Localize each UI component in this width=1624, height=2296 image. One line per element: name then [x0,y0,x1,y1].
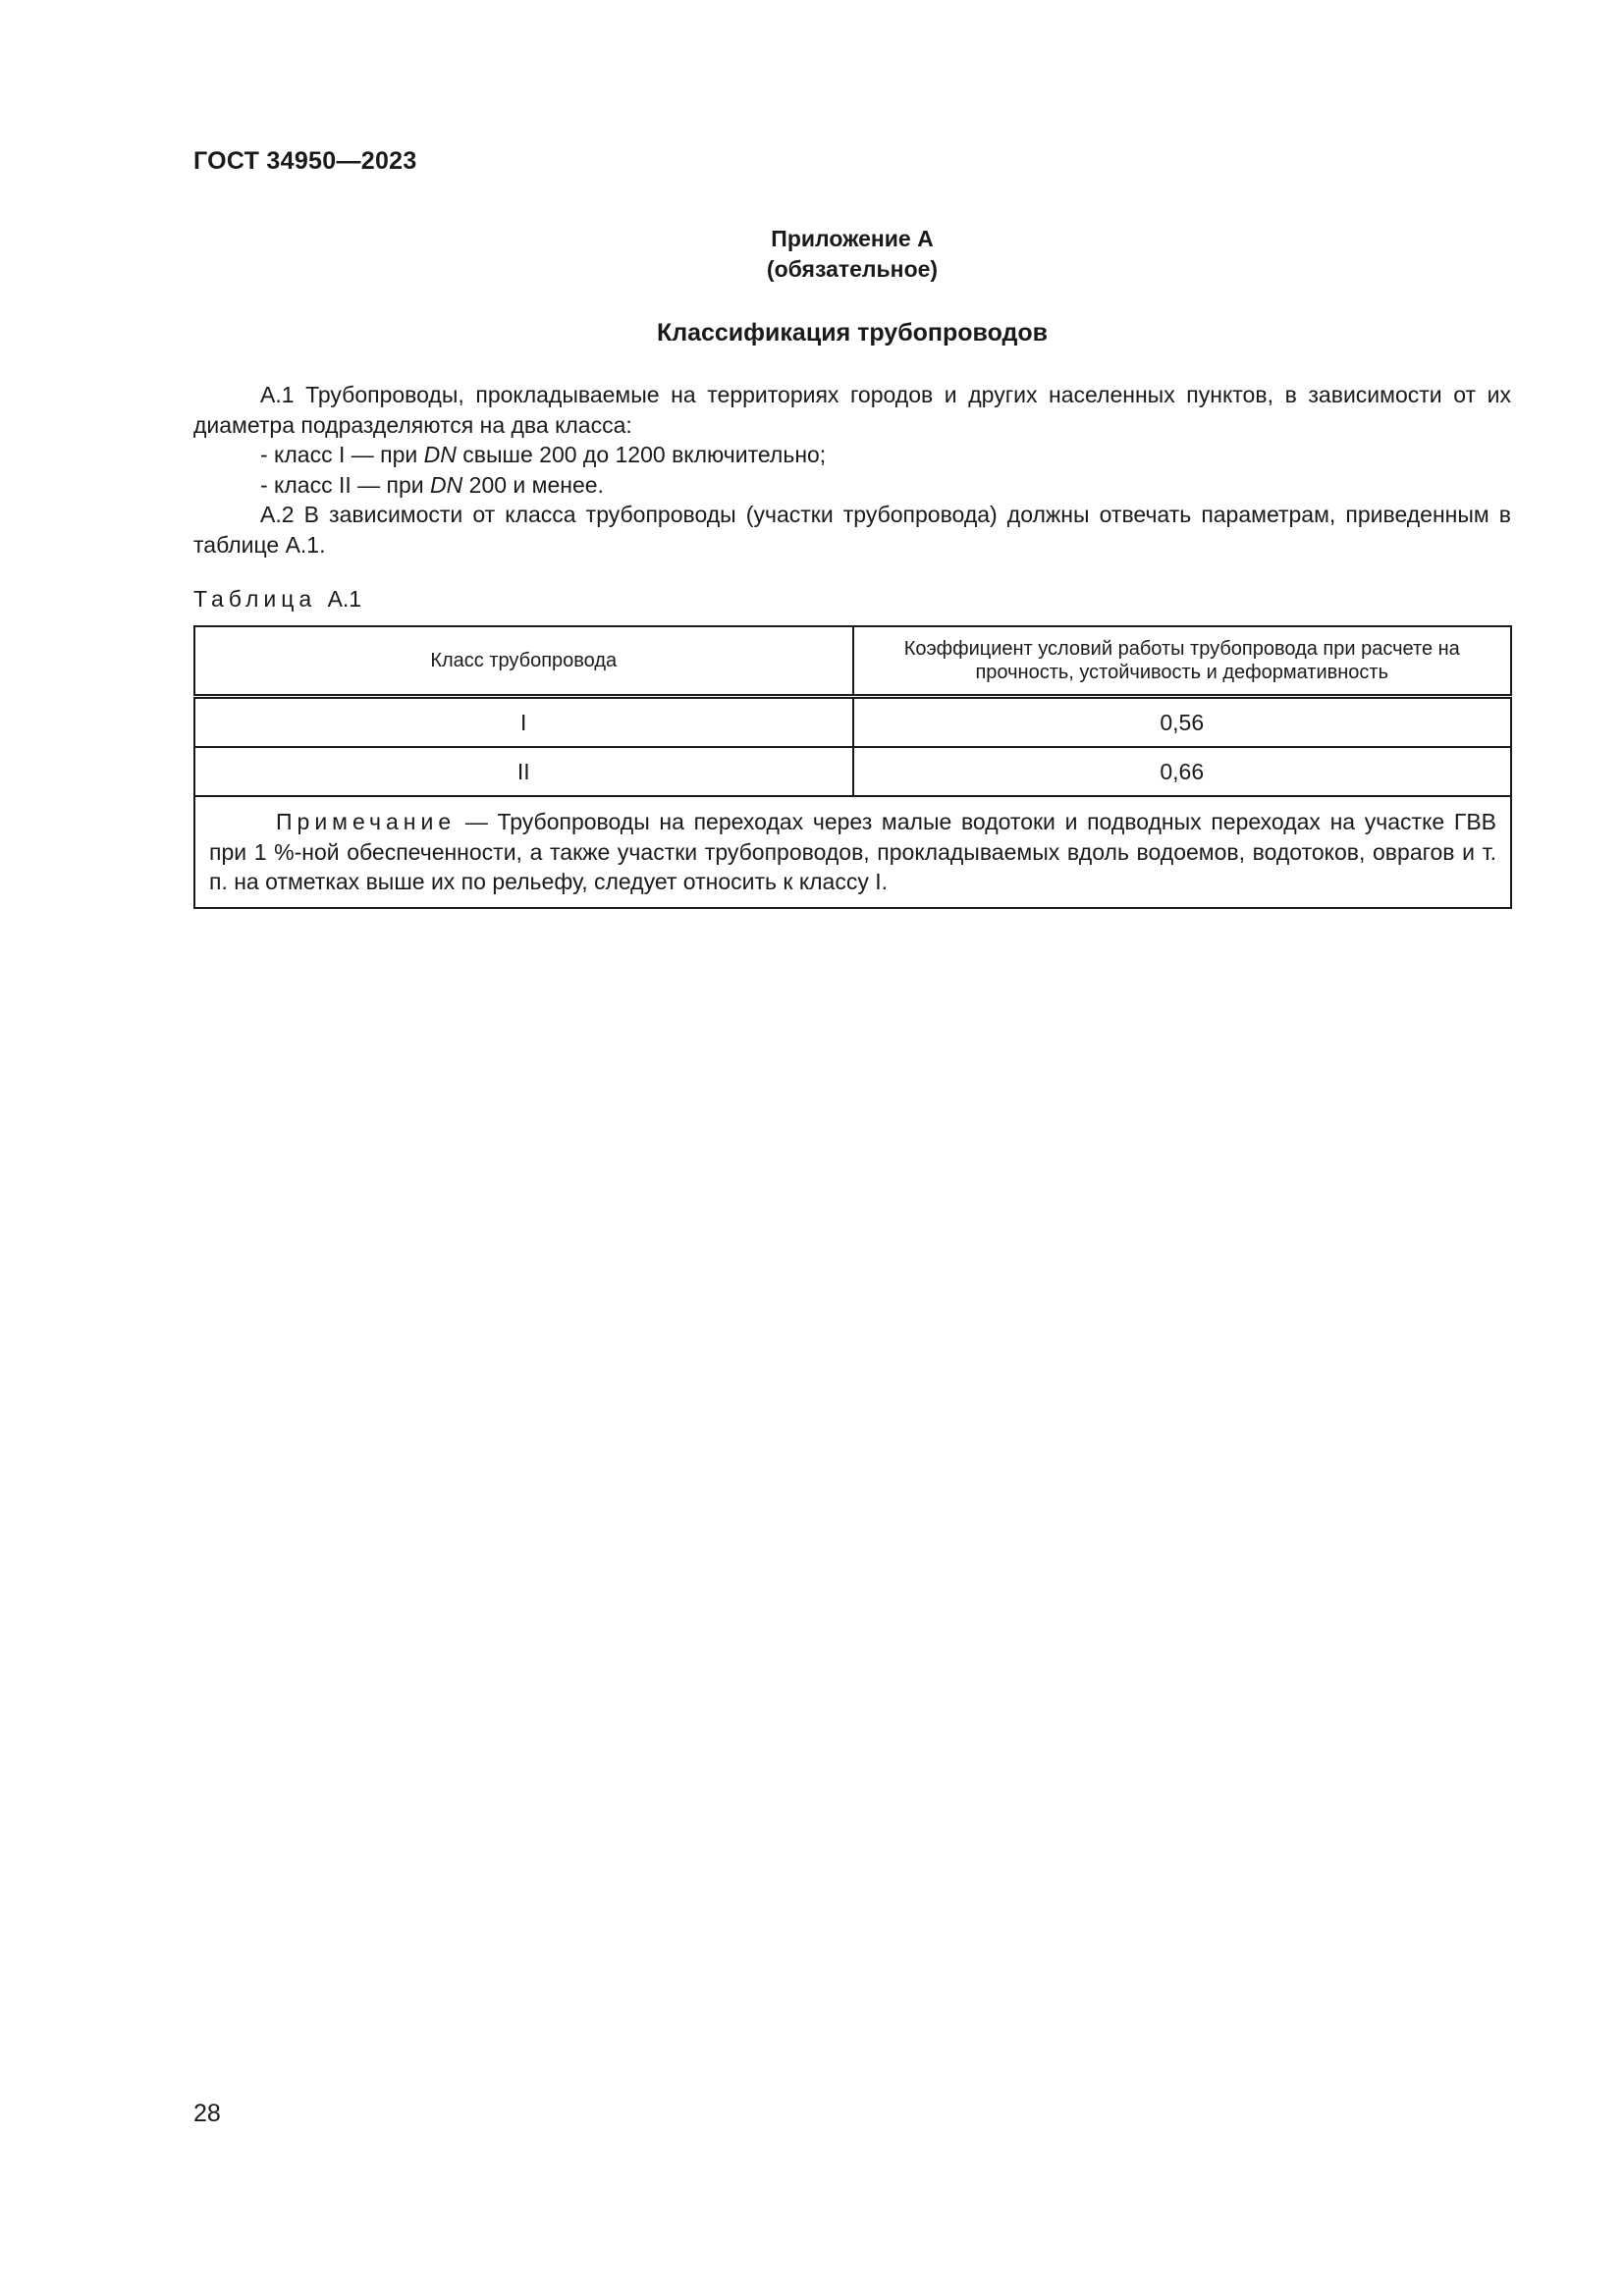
list-item-prefix: - класс I — при [260,442,424,467]
dn-term: DN [430,471,463,498]
table-header-cell: Коэффициент условий работы трубопровода при расчете на прочность, устойчивость и деформативность [853,626,1512,697]
table-cell-class: II [194,747,853,796]
table-cell-coefficient: 0,66 [853,747,1512,796]
annex-status: (обязательное) [766,256,939,282]
list-item-class-2 [193,470,1511,501]
table-caption [193,586,361,613]
note-label: Примечание [276,809,457,834]
document-id: ГОСТ 34950—2023 [193,147,417,175]
table-caption-number: А.1 [327,586,362,612]
table-cell-coefficient: 0,56 [853,697,1512,748]
table-row [194,747,1511,796]
table-note-row [194,796,1511,908]
body-text [193,380,1511,560]
list-item-suffix: 200 и менее. [462,471,604,498]
table-cell-class: I [194,697,853,748]
paragraph-a1: А.1 Трубопроводы, прокладываемые на территориях городов и других населенных пунктов, в зависимости от их диаметра подразделяются на два класса: [193,382,1511,438]
page-number: 28 [193,2100,221,2127]
table-note-cell [194,796,1511,908]
table-caption-label: Таблица [193,586,317,612]
dn-term: DN [423,442,457,467]
list-item-prefix: - класс II — при [260,471,431,498]
table-note [209,807,1496,897]
table-row [194,697,1511,748]
note-text: — Трубопроводы на переходах через малые водотоки и подводных переходах на участке ГВВ при 1 %-ной обеспеченности, а также участки трубопроводов, прокладываемых вдоль водоемов, водотоков, оврагов и т. п. на отметках выше их по рельефу, следует относить к классу I. [209,809,1496,894]
list-item-class-1 [193,440,1511,470]
annex-title: Приложение А [771,226,934,251]
list-item-suffix: свыше 200 до 1200 включительно; [456,442,827,467]
paragraph-a2: А.2 В зависимости от класса трубопроводы (участки трубопровода) должны отвечать параметрам, приведенным в таблице А.1. [193,502,1511,558]
section-title: Классификация трубопроводов [656,319,1049,347]
annex-heading [193,224,1511,285]
table-header-row [194,626,1511,697]
table-header-cell: Класс трубопровода [194,626,853,697]
classification-table [193,625,1512,909]
